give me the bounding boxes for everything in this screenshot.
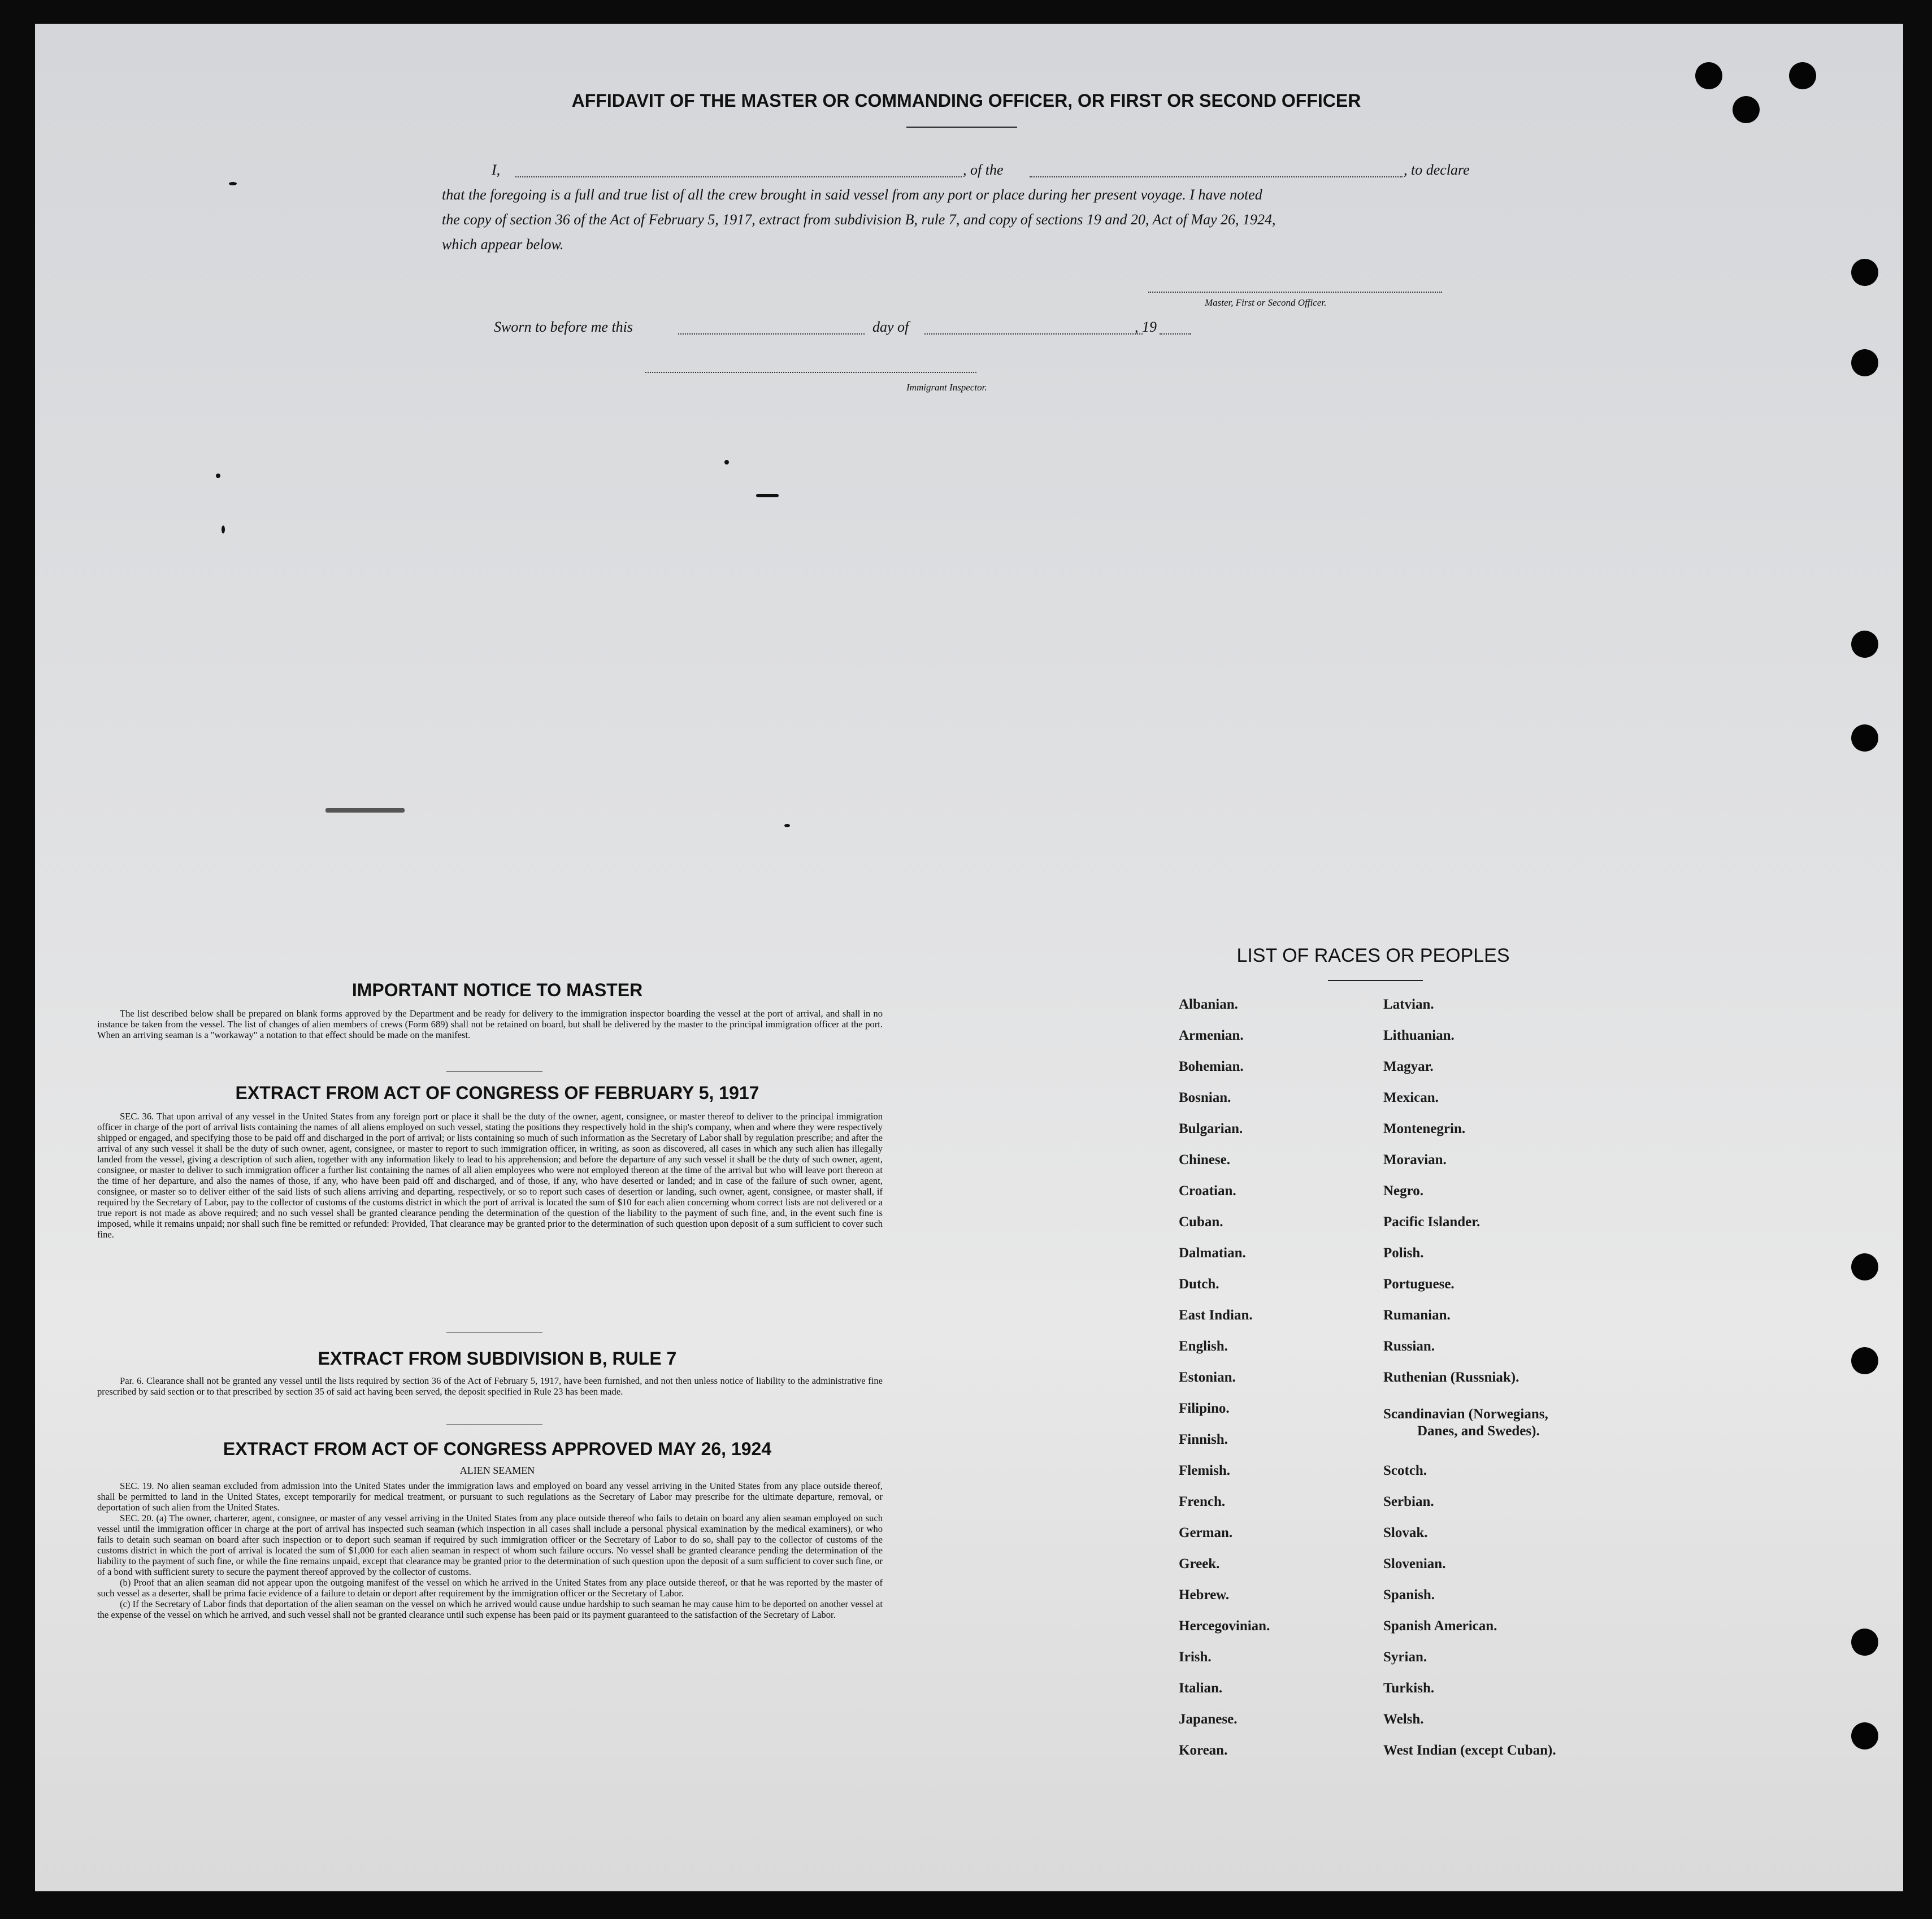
- race-item: Croatian.: [1179, 1183, 1236, 1199]
- sec20c-paragraph: (c) If the Secretary of Labor finds that deportation of the alien seaman on the vessel on which he arrived would cause undue hardship to such seaman he may cause him to be deported on another vessel at the expense of the vessel on which he arrived, and such vessel shall not be granted clearance until such expense has been paid or its payment guaranteed to the satisfaction of the Secretary of Labor.: [97, 1599, 883, 1620]
- race-item: English.: [1179, 1339, 1228, 1354]
- punch-hole: [1789, 62, 1816, 89]
- race-item: French.: [1179, 1494, 1226, 1509]
- race-item: Bosnian.: [1179, 1090, 1231, 1105]
- race-item: Filipino.: [1179, 1401, 1230, 1416]
- inspector-signature-field[interactable]: [645, 372, 976, 373]
- extract-1924-title: EXTRACT FROM ACT OF CONGRESS APPROVED MAY 26, 1924: [223, 1439, 772, 1459]
- race-item: Montenegrin.: [1383, 1121, 1466, 1136]
- race-item: Negro.: [1383, 1183, 1424, 1199]
- master-signature-field[interactable]: [1148, 292, 1442, 293]
- extract-1917-title: EXTRACT FROM ACT OF CONGRESS OF FEBRUARY 5, 1917: [235, 1083, 759, 1103]
- race-item: Finnish.: [1179, 1432, 1228, 1447]
- race-item: East Indian.: [1179, 1308, 1253, 1323]
- punch-hole: [1733, 96, 1760, 123]
- race-item: Hercegovinian.: [1179, 1618, 1270, 1634]
- race-item: Mexican.: [1383, 1090, 1439, 1105]
- race-item: Magyar.: [1383, 1059, 1434, 1074]
- race-item: Scandinavian (Norwegians,: [1383, 1406, 1548, 1422]
- sworn-month-field[interactable]: [924, 333, 1143, 335]
- master-signature-label: Master, First or Second Officer.: [1205, 297, 1327, 308]
- race-item: Polish.: [1383, 1245, 1424, 1261]
- race-item: Albanian.: [1179, 997, 1238, 1012]
- notice-title: IMPORTANT NOTICE TO MASTER: [351, 980, 643, 1000]
- rule7-title: EXTRACT FROM SUBDIVISION B, RULE 7: [318, 1348, 677, 1369]
- race-item: Moravian.: [1383, 1152, 1447, 1167]
- race-item: Ruthenian (Russniak).: [1383, 1370, 1519, 1385]
- ink-speck: [229, 182, 237, 185]
- punch-hole: [1851, 1253, 1878, 1280]
- rule7-divider: [446, 1424, 542, 1425]
- extract-1924-text: [97, 1481, 883, 1620]
- sworn-day-field[interactable]: [678, 333, 865, 335]
- affidavit-of-the: , of the: [963, 162, 1004, 178]
- punch-hole: [1851, 349, 1878, 376]
- punch-hole: [1695, 62, 1722, 89]
- race-item: Bulgarian.: [1179, 1121, 1243, 1136]
- vessel-field[interactable]: [1030, 176, 1403, 177]
- race-item: Turkish.: [1383, 1681, 1435, 1696]
- race-item: Dutch.: [1179, 1277, 1219, 1292]
- extract-1917-divider: [446, 1332, 542, 1333]
- affidavit-i-label: I,: [492, 162, 501, 178]
- punch-hole: [1851, 1347, 1878, 1374]
- year-prefix: , 19: [1135, 319, 1157, 335]
- ink-speck: [784, 824, 790, 827]
- race-item: Pacific Islander.: [1383, 1214, 1481, 1230]
- ink-speck: [756, 494, 779, 497]
- race-item: Hebrew.: [1179, 1587, 1230, 1603]
- notice-paragraph: The list described below shall be prepared on blank forms approved by the Department and be ready for delivery to the immigration inspector boarding the vessel at the port of arrival, and shall in no instance be taken from the vessel. The list of changes of alien members of crews (Form 689) shall not be retained on board, but shall be delivered by the master to the principal immigration officer at the port. When an arriving seaman is a "workaway" a notation to that effect should be made on the manifest.: [97, 1008, 883, 1040]
- race-item: Rumanian.: [1383, 1308, 1451, 1323]
- race-item: Korean.: [1179, 1743, 1228, 1758]
- race-item: Bohemian.: [1179, 1059, 1244, 1074]
- affidavit-body-line-3: which appear below.: [442, 236, 564, 253]
- races-title-underline: [1328, 980, 1423, 981]
- race-item: Cuban.: [1179, 1214, 1223, 1230]
- race-item: Russian.: [1383, 1339, 1435, 1354]
- race-item: Italian.: [1179, 1681, 1223, 1696]
- extract-1924-subtitle: ALIEN SEAMEN: [459, 1465, 535, 1476]
- sec20b-paragraph: (b) Proof that an alien seaman did not appear upon the outgoing manifest of the vessel on which he arrived in the United States from any place outside thereof, or that he was reported by the master of such vessel as a deserter, shall be prima facie evidence of a failure to detain or deport after requirement by the immigration officer or the Secretary of Labor.: [97, 1577, 883, 1599]
- affidavit-title: AFFIDAVIT OF THE MASTER OR COMMANDING OFFICER, OR FIRST OR SECOND OFFICER: [571, 90, 1361, 111]
- name-field[interactable]: [515, 176, 962, 177]
- race-item: Japanese.: [1179, 1712, 1238, 1727]
- affidavit-body-line-2: the copy of section 36 of the Act of February 5, 1917, extract from subdivision B, rule 7, and copy of sections 19 and 20, Act of May 26, 1924,: [442, 211, 1276, 228]
- sec20a-paragraph: SEC. 20. (a) The owner, charterer, agent, consignee, or master of any vessel arriving in the United States from any place outside thereof who fails to detain on board any alien seaman employed on such vessel until the immigration officer in charge at the port of arrival has inspected such seaman (which inspection in all cases shall include a personal physical examination by the medical examiners), or who fails to detain such seaman on board after such inspection or to deport such seaman if required by such immigration officer or the Secretary of Labor to do so, shall pay to the collector of customs of the customs district in which the port of arrival is located the sum of $1,000 for each alien seaman in respect of whom such failure occurs. No vessel shall be granted clearance pending the determination of the liability to the payment of such fine, or while the fine remains unpaid, except that clearance may be granted prior to the determination of such question upon the deposit of a sum sufficient to cover such fine, or of a bond with sufficient surety to secure the payment thereof approved by the collector of customs.: [97, 1513, 883, 1577]
- race-item: Dalmatian.: [1179, 1245, 1246, 1261]
- race-item: Flemish.: [1179, 1463, 1230, 1478]
- extract-1917-text: [97, 1111, 883, 1240]
- punch-hole: [1851, 1629, 1878, 1656]
- ink-speck: [724, 460, 729, 464]
- race-item: Scotch.: [1383, 1463, 1427, 1478]
- races-title: LIST OF RACES OR PEOPLES: [1236, 945, 1510, 966]
- sec36-paragraph: SEC. 36. That upon arrival of any vessel in the United States from any foreign port or place it shall be the duty of the owner, agent, consignee, or master thereof to deliver to the principal immigration officer in charge of the port of arrival lists containing the names of all aliens employed on such vessel, stating the positions they respectively hold in the ship's company, when and where they were respectively shipped or engaged, and specifying those to be paid off and discharged in the port of arrival; or lists containing so much of such information as the Secretary of Labor shall by regulation prescribe; and after the arrival of any such vessel it shall be the duty of such owner, agent, consignee, or master to report to such immigration officer, in writing, as soon as discovered, all cases in which any such alien has illegally landed from the vessel, giving a description of such alien, together with any information likely to lead to his apprehension; and before the departure of any such vessel it shall be the duty of such owner, agent, consignee, or master to deliver to such immigration officer a further list containing the names of all alien employees who were not employed thereon at the time of the arrival but who will leave port thereon at the time of her departure, and also the names of those, if any, who have been paid off and discharged, and of those, if any, who have deserted or landed; and in case of the failure of such owner, agent, consignee, or master so to deliver either of the said lists of such aliens arriving and departing, respectively, or so to report such cases of desertion or landing, such owner, agent, consignee, or master shall, if required by the Secretary of Labor, pay to the collector of customs of the customs district in which the port of arrival is located the sum of $10 for each alien concerning whom correct lists are not delivered or a true report is not made as above required; and no such vessel shall be granted clearance pending the determination of the question of the liability to the payment of such fine, and, in the event such fine is imposed, while it remains unpaid; nor shall such fine be remitted or refunded: Provided, That clearance may be granted prior to the determination of such question upon deposit of a sum sufficient to cover such fine.: [97, 1111, 883, 1240]
- race-item: Slovenian.: [1383, 1556, 1446, 1571]
- race-item: Slovak.: [1383, 1525, 1428, 1540]
- ink-speck: [216, 474, 220, 478]
- race-item: Lithuanian.: [1383, 1028, 1455, 1043]
- race-item: Spanish American.: [1383, 1618, 1497, 1634]
- ink-speck: [325, 808, 405, 813]
- race-item: Latvian.: [1383, 997, 1434, 1012]
- race-item: German.: [1179, 1525, 1233, 1540]
- race-item: Spanish.: [1383, 1587, 1435, 1603]
- sec19-paragraph: SEC. 19. No alien seaman excluded from admission into the United States under the immigration laws and employed on board any vessel arriving in the United States from any place outside thereof, shall be permitted to land in the United States, except temporarily for medical treatment, or pursuant to such regulations as the Secretary of Labor may prescribe for the ultimate departure, removal, or deportation of such alien from the United States.: [97, 1481, 883, 1513]
- punch-hole: [1851, 1722, 1878, 1749]
- race-item: Portuguese.: [1383, 1277, 1455, 1292]
- race-item: Irish.: [1179, 1649, 1212, 1665]
- punch-hole: [1851, 724, 1878, 752]
- race-item: Syrian.: [1383, 1649, 1427, 1665]
- rule7-paragraph: Par. 6. Clearance shall not be granted any vessel until the lists required by section 36 of the Act of February 5, 1917, have been furnished, and not then unless notice of liability to the administrative fine prescribed by said section or to that prescribed by section 35 of said act having been served, the deposit specified in Rule 23 has been made.: [97, 1375, 883, 1397]
- inspector-label: Immigrant Inspector.: [906, 382, 987, 393]
- notice-text: [97, 1008, 883, 1040]
- affidavit-body-line-1: that the foregoing is a full and true list of all the crew brought in said vessel from any port or place during her present voyage. I have noted: [442, 186, 1262, 203]
- affidavit-title-underline: [906, 127, 1017, 128]
- race-item: Danes, and Swedes).: [1417, 1423, 1540, 1439]
- sworn-label: Sworn to before me this: [494, 319, 633, 335]
- race-item: Estonian.: [1179, 1370, 1236, 1385]
- race-item: Welsh.: [1383, 1712, 1424, 1727]
- race-item: Armenian.: [1179, 1028, 1244, 1043]
- punch-hole: [1851, 259, 1878, 286]
- ink-speck: [222, 526, 225, 533]
- affidavit-to-declare: , to declare: [1404, 162, 1470, 178]
- rule7-text: [97, 1375, 883, 1397]
- punch-hole: [1851, 631, 1878, 658]
- race-item: Chinese.: [1179, 1152, 1230, 1167]
- race-item: West Indian (except Cuban).: [1383, 1743, 1556, 1758]
- sworn-year-field[interactable]: [1160, 333, 1191, 335]
- day-of-label: day of: [872, 319, 909, 335]
- race-item: Serbian.: [1383, 1494, 1434, 1509]
- race-item: Greek.: [1179, 1556, 1220, 1571]
- notice-divider: [446, 1071, 542, 1072]
